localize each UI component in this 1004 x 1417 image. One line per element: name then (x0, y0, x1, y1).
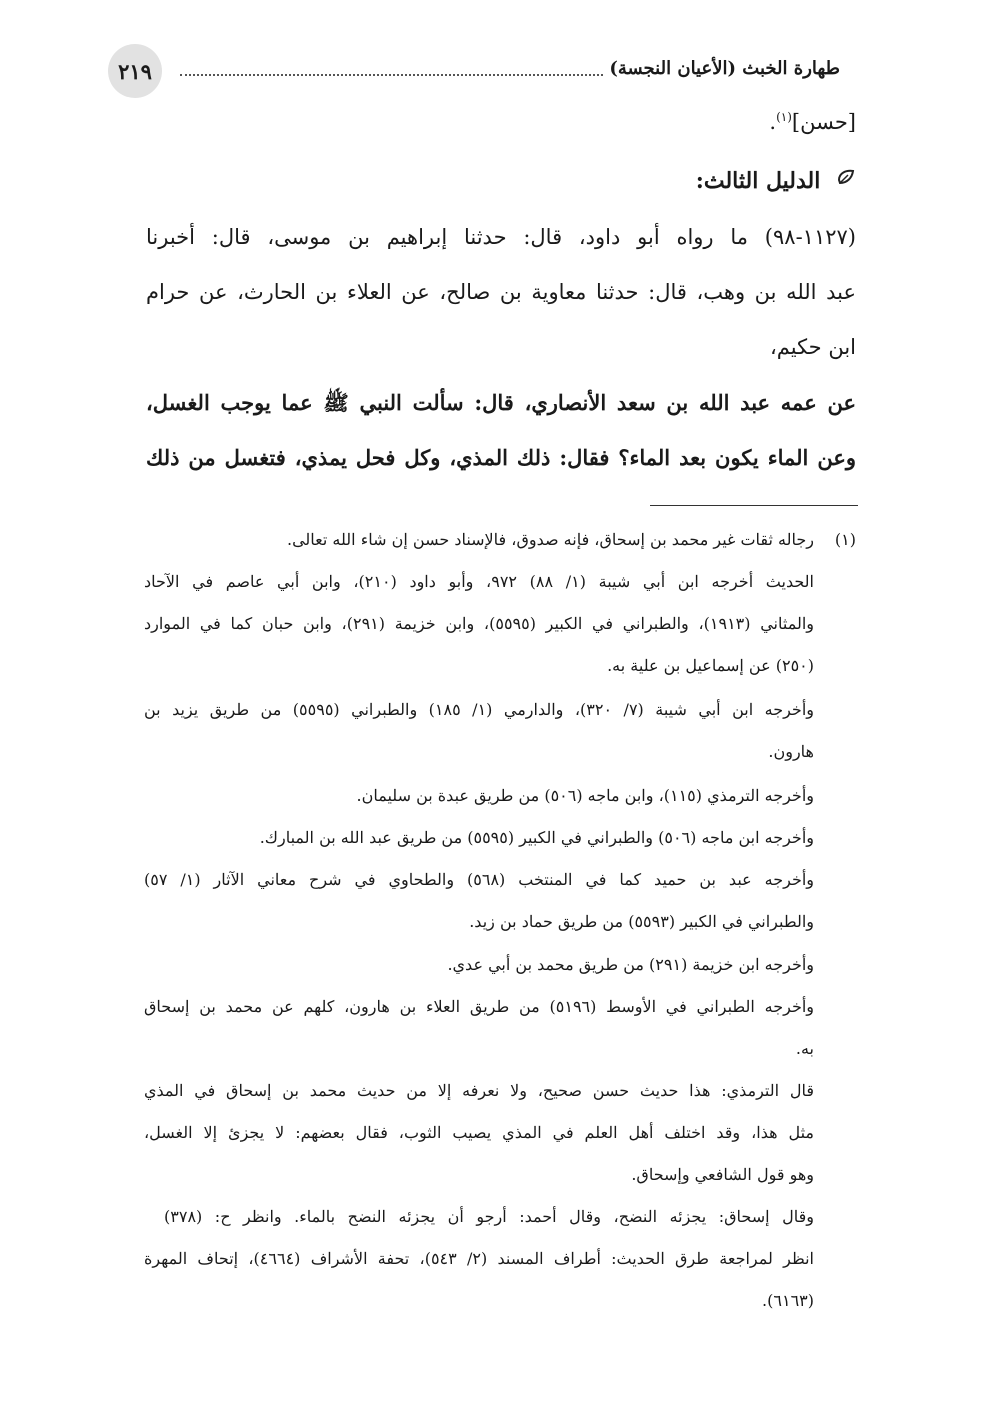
footnote-number: (١) (834, 530, 856, 549)
dotted-leader (180, 62, 603, 76)
hadith-grade-line: [حسن]$^{(١)}$. (769, 110, 856, 134)
footnote-line: مثل هذا، وقد اختلف أهل العلم في المذي يصيب الثوب، فقال بعضهم: لا يجزئ إلا الغسل، (144, 1123, 815, 1142)
footnote-line: وأخرجه عبد بن حميد كما في المنتخب (٥٦٨) والطحاوي في شرح معاني الآثار (١/ ٥٧) (144, 870, 815, 889)
hadith-grade: [حسن] (791, 110, 856, 134)
footnote-line: وقال إسحاق: يجزئه النضح، وقال أحمد: أرجو أن يجزئه النضح بالماء. وانظر ح: (٣٧٨) (164, 1207, 814, 1226)
running-header (180, 58, 840, 79)
hadith-chain-line: (١١٢٧-٩٨) ما رواه أبو داود، قال: حدثنا إبراهيم بن موسى، قال: أخبرنا (146, 225, 856, 249)
footnote-line: وأخرجه الطبراني في الأوسط (٥١٩٦) من طريق العلاء بن هارون، كلهم عن محمد بن إسحاق (144, 997, 814, 1016)
footnote-line: وأخرجه ابن ماجه (٥٠٦) والطبراني في الكبير (٥٥٩٥) من طريق عبد الله بن المبارك. (259, 828, 814, 847)
page-number-text: ٢١٩ (118, 58, 152, 84)
hadith-chain-line: ابن حكيم، (769, 335, 856, 359)
footnote-line: وهو قول الشافعي وإسحاق. (631, 1165, 814, 1184)
footnote-line: وأخرجه الترمذي (١١٥)، وابن ماجه (٥٠٦) من طريق عبدة بن سليمان. (356, 786, 814, 805)
hadith-text-line: عن عمه عبد الله بن سعد الأنصاري، قال: سألت النبي ﷺ عما يوجب الغسل، (146, 390, 856, 415)
footnote-line: هارون. (768, 742, 814, 761)
footnote-ref: (١) (776, 110, 792, 124)
footnote-line: الحديث أخرجه ابن أبي شيبة (١/ ٨٨) ٩٧٢، وأبو داود (٢١٠)، وابن أبي عاصم في الآحاد (144, 572, 815, 591)
footnote-line: والطبراني في الكبير (٥٥٩٣) من طريق حماد بن زيد. (469, 912, 814, 931)
footnote-line: به. (795, 1039, 814, 1058)
hadith-text-line: وعن الماء يكون بعد الماء؟ فقال: ذلك المذي، وكل فحل يمذي، فتغسل من ذلك (146, 445, 856, 470)
footnote-line: قال الترمذي: هذا حديث حسن صحيح، ولا نعرفه إلا من حديث محمد بن إسحاق في المذي (144, 1081, 814, 1100)
footnote-line: وأخرجه ابن خزيمة (٢٩١) من طريق محمد بن أبي عدي. (447, 955, 814, 974)
running-title: طهارة الخبث (الأعيان النجسة) (609, 58, 840, 79)
page-number (108, 44, 162, 98)
section-title: الدليل الثالث: (695, 168, 821, 194)
footnote-line: (٢٥٠) عن إسماعيل بن علية به. (607, 656, 814, 675)
footnote-line: وأخرجه ابن أبي شيبة (٧/ ٣٢٠)، والدارمي (١/ ١٨٥) والطبراني (٥٥٩٥) من طريق يزيد بن (144, 700, 814, 719)
footnote-line: (٦١٦٣). (762, 1291, 814, 1310)
footnote-line: رجاله ثقات غير محمد بن إسحاق، فإنه صدوق، فالإسناد حسن إن شاء الله تعالى. (287, 530, 814, 549)
hadith-chain-line: عبد الله بن وهب، قال: حدثنا معاوية بن صالح، عن العلاء بن الحارث، عن حرام (146, 280, 856, 304)
section-heading (146, 168, 856, 194)
footnote-line: انظر لمراجعة طرق الحديث: أطراف المسند (٢/ ٥٤٣)، تحفة الأشراف (٤٦٦٤)، إتحاف المهرة (144, 1249, 814, 1268)
footnote-line: والمثاني (١٩١٣)، والطبراني في الكبير (٥٥٩٥)، وابن خزيمة (٢٩١)، وابن حبان كما في الموارد (144, 614, 815, 633)
leaf-ornament-icon (836, 168, 856, 193)
footnote-divider (650, 505, 858, 506)
